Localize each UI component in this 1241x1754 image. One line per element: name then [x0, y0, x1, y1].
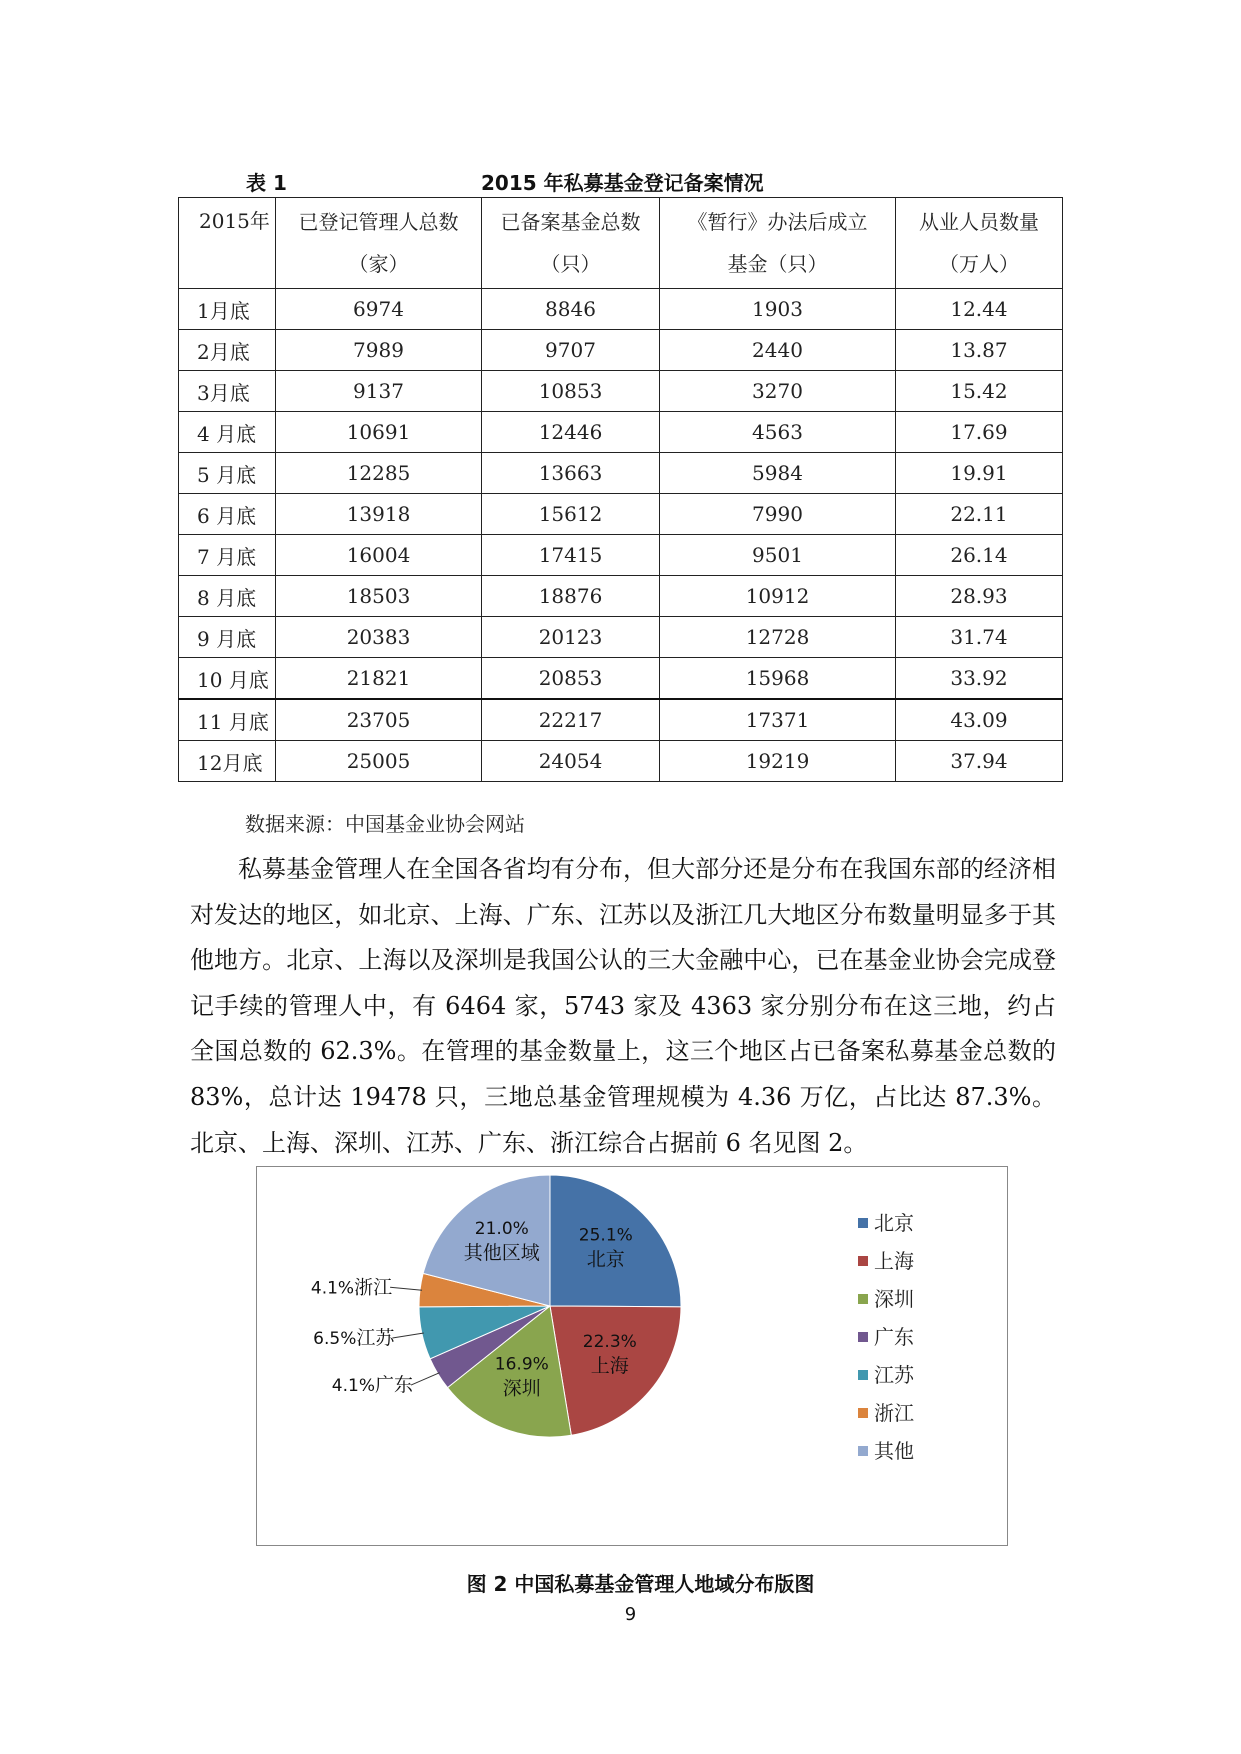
table-cell: 13918 [276, 494, 482, 535]
slice-outside-label [332, 1374, 413, 1396]
table-cell: 9137 [276, 371, 482, 412]
table-cell: 18876 [482, 576, 660, 617]
table-cell: 33.92 [896, 658, 1063, 700]
legend-swatch [858, 1256, 868, 1266]
table-cell-month: 4 月底 [179, 412, 276, 453]
slice-percent-label: 4.1% [310, 1278, 355, 1299]
table-cell: 20123 [482, 617, 660, 658]
slice-outside-label [311, 1276, 392, 1298]
legend-label: 江苏 [874, 1363, 914, 1387]
table-header-row [179, 198, 1063, 289]
table-cell: 12285 [276, 453, 482, 494]
table-cell: 37.94 [896, 741, 1063, 782]
pie-chart [257, 1167, 1007, 1545]
table-row [179, 617, 1063, 658]
legend-label: 其他 [874, 1439, 914, 1463]
table-caption [176, 163, 1072, 197]
table-cell: 7989 [276, 330, 482, 371]
slice-name-label: 上海 [590, 1355, 629, 1377]
pie-chart-frame [256, 1166, 1008, 1546]
table-cell: 9501 [660, 535, 896, 576]
legend-swatch [858, 1218, 868, 1228]
table-cell: 20853 [482, 658, 660, 700]
table-cell: 12728 [660, 617, 896, 658]
slice-percent-label: 25.1% [578, 1225, 633, 1246]
header-managers: 已登记管理人总数 （家） [276, 198, 482, 289]
table-row [179, 535, 1063, 576]
table-row [179, 576, 1063, 617]
table-cell: 15.42 [896, 371, 1063, 412]
legend-label: 广东 [874, 1325, 914, 1349]
table-cell-month: 6 月底 [179, 494, 276, 535]
table-cell: 12.44 [896, 289, 1063, 330]
table-cell: 13.87 [896, 330, 1063, 371]
table-cell: 22.11 [896, 494, 1063, 535]
table-cell: 26.14 [896, 535, 1063, 576]
legend-label: 浙江 [874, 1401, 914, 1425]
table-row [179, 699, 1063, 741]
table-row [179, 494, 1063, 535]
slice-outside-label [313, 1327, 395, 1349]
table-cell: 3270 [660, 371, 896, 412]
table-cell: 22217 [482, 699, 660, 741]
table-row [179, 371, 1063, 412]
table-cell: 7990 [660, 494, 896, 535]
table-cell: 16004 [276, 535, 482, 576]
table-row [179, 330, 1063, 371]
legend-label: 深圳 [874, 1287, 914, 1311]
slice-percent-label: 22.3% [582, 1332, 637, 1352]
table-cell-month: 2月底 [179, 330, 276, 371]
table-cell: 17371 [660, 699, 896, 741]
leader-line [390, 1287, 422, 1290]
table-cell: 17415 [482, 535, 660, 576]
legend-swatch [858, 1408, 868, 1418]
table-cell: 10853 [482, 371, 660, 412]
table-cell: 19219 [660, 741, 896, 782]
table-cell-month: 8 月底 [179, 576, 276, 617]
legend-swatch [858, 1332, 868, 1342]
slice-name-label: 北京 [586, 1248, 625, 1271]
table-cell-month: 3月底 [179, 371, 276, 412]
table-cell: 24054 [482, 741, 660, 782]
table-cell: 28.93 [896, 576, 1063, 617]
table-cell: 20383 [276, 617, 482, 658]
table-cell: 6974 [276, 289, 482, 330]
table-cell-month: 9 月底 [179, 617, 276, 658]
legend-swatch [858, 1294, 868, 1304]
table-cell: 4563 [660, 412, 896, 453]
table-cell: 15968 [660, 658, 896, 700]
slice-name-label: 其他区域 [463, 1241, 540, 1264]
slice-name-label: 江苏 [356, 1327, 395, 1349]
table-cell: 1903 [660, 289, 896, 330]
legend-swatch [858, 1446, 868, 1456]
legend-swatch [858, 1370, 868, 1380]
slice-name-label: 浙江 [354, 1276, 393, 1299]
leader-line [411, 1373, 440, 1385]
table-cell: 31.74 [896, 617, 1063, 658]
table-row [179, 741, 1063, 782]
table-cell: 8846 [482, 289, 660, 330]
figure-caption: 图 2 中国私募基金管理人地域分布版图 [466, 1572, 815, 1596]
header-funds: 已备案基金总数 （只） [482, 198, 660, 289]
registration-table [178, 197, 1063, 782]
table-cell: 10912 [660, 576, 896, 617]
table-cell: 15612 [482, 494, 660, 535]
slice-percent-label: 16.9% [494, 1354, 549, 1375]
slice-percent-label: 6.5% [313, 1329, 357, 1349]
table-cell: 12446 [482, 412, 660, 453]
table-row [179, 658, 1063, 700]
header-month: 2015年 [179, 198, 276, 289]
table-cell-month: 7 月底 [179, 535, 276, 576]
table-cell: 19.91 [896, 453, 1063, 494]
table-cell: 9707 [482, 330, 660, 371]
page-number: 9 [624, 1604, 637, 1625]
table-cell: 10691 [276, 412, 482, 453]
legend-label: 北京 [874, 1211, 914, 1235]
data-source: 数据来源：中国基金业协会网站 [245, 812, 525, 836]
table-row [179, 412, 1063, 453]
header-staff: 从业人员数量 （万人） [896, 198, 1063, 289]
slice-percent-label: 4.1% [331, 1376, 375, 1397]
table-cell-month: 11 月底 [179, 699, 276, 741]
table-cell-month: 12月底 [179, 741, 276, 782]
table-row [179, 453, 1063, 494]
table-cell: 25005 [276, 741, 482, 782]
table-cell: 18503 [276, 576, 482, 617]
slice-name-label: 广东 [374, 1374, 413, 1397]
table-caption-title: 2015 年私募基金登记备案情况 [481, 171, 764, 195]
table-cell: 43.09 [896, 699, 1063, 741]
slice-percent-label: 21.0% [474, 1218, 529, 1239]
table-row [179, 289, 1063, 330]
table-cell-month: 10 月底 [179, 658, 276, 700]
slice-name-label: 深圳 [502, 1377, 541, 1400]
table-cell: 2440 [660, 330, 896, 371]
leader-line [392, 1333, 423, 1338]
table-cell: 21821 [276, 658, 482, 700]
table-cell-month: 5 月底 [179, 453, 276, 494]
table-cell: 5984 [660, 453, 896, 494]
table-cell: 13663 [482, 453, 660, 494]
table-cell-month: 1月底 [179, 289, 276, 330]
table-cell: 23705 [276, 699, 482, 741]
table-caption-label: 表 1 [246, 171, 287, 195]
header-new-funds: 《暂行》办法后成立 基金（只） [660, 198, 896, 289]
table-cell: 17.69 [896, 412, 1063, 453]
legend-label: 上海 [874, 1249, 914, 1273]
body-paragraph: 私募基金管理人在全国各省均有分布，但大部分还是分布在我国东部的经济相对发达的地区，如北京、上海、广东、江苏以及浙江几大地区分布数量明显多于其他地方。北京、上海以及深圳是我国公认的三大金融中心，已在基金业协会完成登记手续的管理人中，有 6464 家，5743 家及 4363 家分别分布在这三地，约占全国总数的 62.3%。在管理的基金数量上，这三个地区占已备案私募基金总数的 83%，总计达 19478 只，三地总基金管理规模为 4.36 万亿，占比达 87.3%。北京、上海、深圳、江苏、广东、浙江综合占据前 6 名见图 2。 [190, 855, 1056, 1157]
